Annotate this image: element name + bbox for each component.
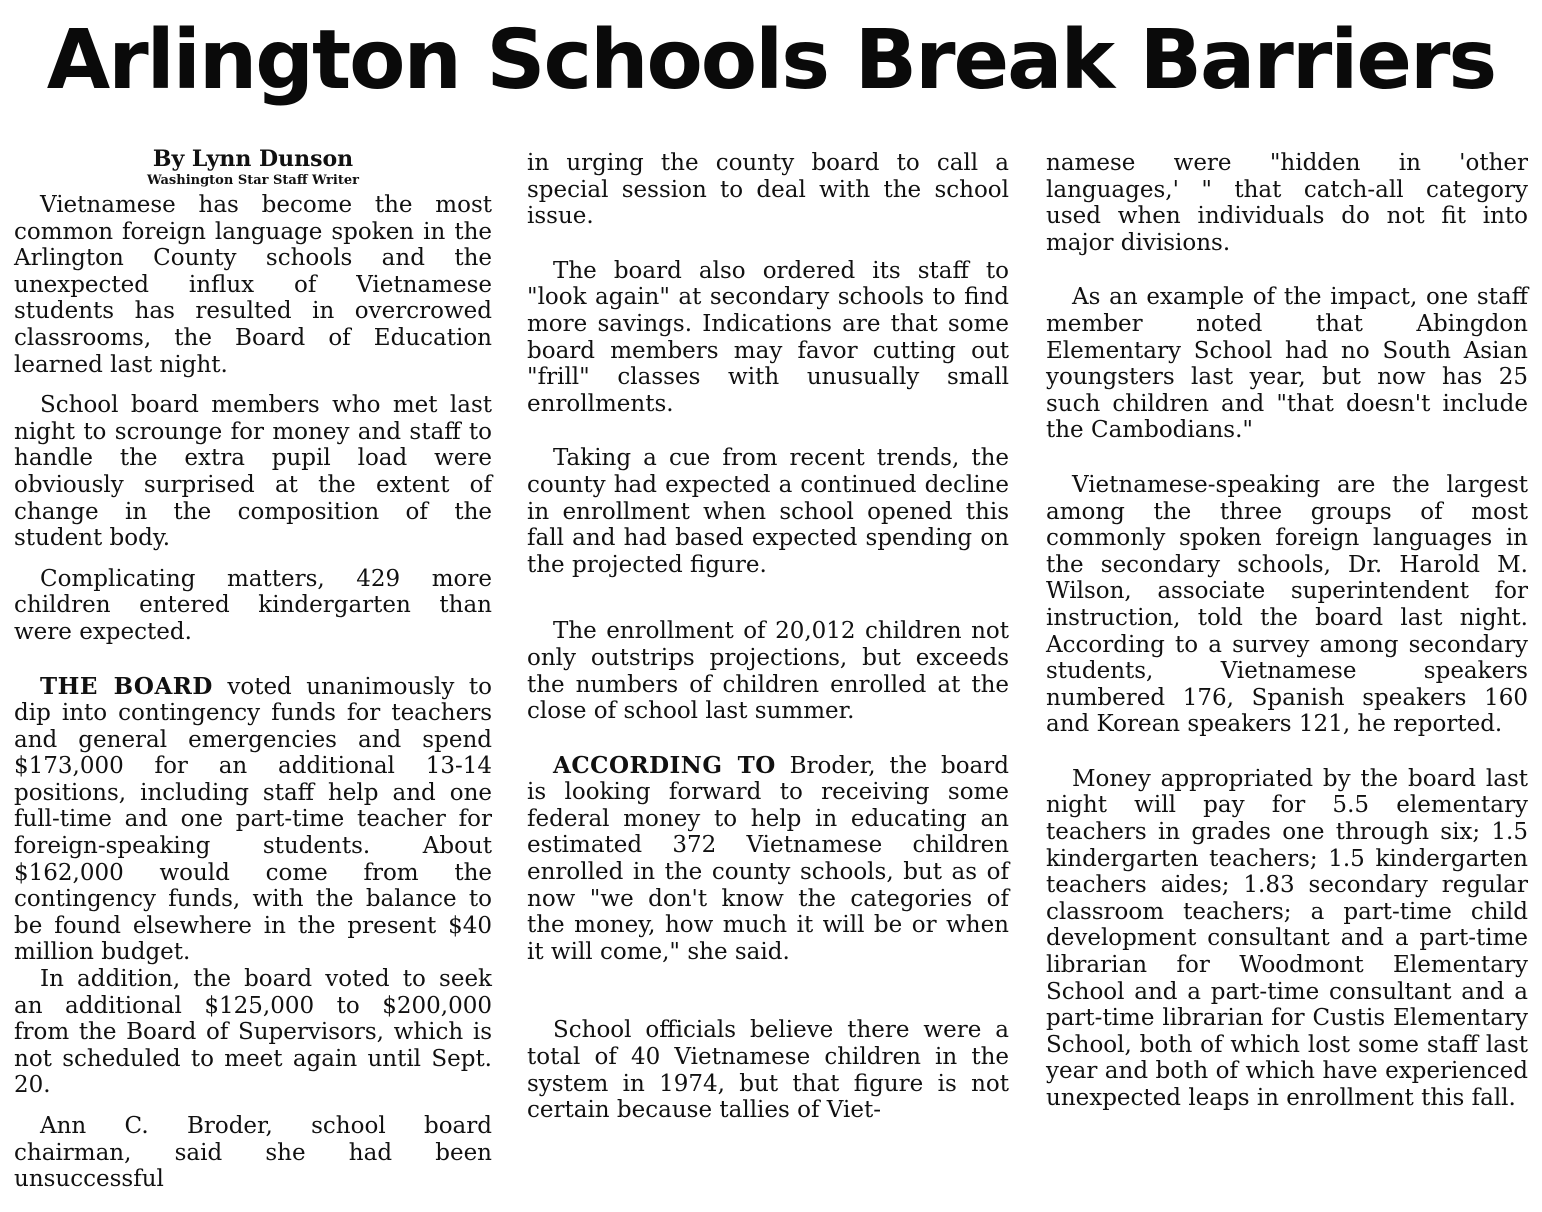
paragraph-lead: THE BOARD [40,672,213,700]
paragraph: As an example of the impact, one staff member noted that Abingdon Elementary School had no South Asian youngsters last year, but now has 25 such children and "that doesn't include the Cambodians." [1046,284,1528,444]
paragraph: Complicating matters, 429 more children entered kindergarten than were expected. [14,565,492,645]
paragraph-lead: ACCORDING TO [553,751,776,779]
paragraph: THE BOARD voted unanimously to dip into contingency funds for teachers and general emergencies and spend $173,000 for an additional 13-14 positions, including staff help and one full-time and one part-time teacher for foreign-speaking students. About $162,000 would come from the contingency funds, with the balance to be found elsewhere in the present $40 million budget. [14,672,492,966]
paragraph: Vietnamese-speaking are the largest among the three groups of most commonly spoken foreign languages in the secondary schools, Dr. Harold M. Wilson, associate superintendent for instruction, told the board last night. According to a survey among secondary students, Vietnamese speakers numbered 176, Spanish speakers 160 and Korean speakers 121, he reported. [1046,471,1528,738]
paragraph: Money appropriated by the board last night will pay for 5.5 elementary teachers in grades one through six; 1.5 kindergarten teachers; 1.5 kindergarten teachers aides; 1.83 secondary regular classroom teachers; a part-time child development consultant and a part-time librarian for Woodmont Elementary School and a part-time consultant and a part-time librarian for Custis Elementary School, both of which lost some staff last year and both of which have experienced unexpected leaps in enrollment this fall. [1046,765,1528,1111]
paragraph: Ann C. Broder, school board chairman, said she had been unsuccessful [14,1113,492,1193]
article-column-3 [1046,150,1528,1112]
paragraph: School board members who met last night to scrounge for money and staff to handle the extra pupil load were obviously surprised at the extent of change in the composition of the student body. [14,392,492,552]
paragraph: The board also ordered its staff to "look again" at secondary schools to find more savings. Indications are that some board members may favor cutting out "frill" classes with unusually small enrollments. [527,257,1009,417]
paragraph: Vietnamese has become the most common foreign language spoken in the Arlington County schools and the unexpected influx of Vietnamese students has resulted in overcrowed classrooms, the Board of Education learned last night. [14,192,492,378]
paragraph: ACCORDING TO Broder, the board is looking forward to receiving some federal money to help in educating an estimated 372 Vietnamese children enrolled in the county schools, but as of now "we don't know the categories of the money, how much it will be or when it will come," she said. [527,751,1009,965]
byline-credit: Washington Star Staff Writer [147,173,359,188]
article-column-1 [14,146,492,1193]
paragraph: School officials believe there were a total of 40 Vietnamese children in the system in 1974, but that figure is not certain because tallies of Viet- [527,1017,1009,1124]
paragraph: In addition, the board voted to seek an additional $125,000 to $200,000 from the Board of Supervisors, which is not scheduled to meet again until Sept. 20. [14,966,492,1099]
byline: By Lynn Dunson [152,146,354,172]
paragraph: The enrollment of 20,012 children not only outstrips projections, but exceeds the numbers of children enrolled at the close of school last summer. [527,618,1009,725]
paragraph: namese were "hidden in 'other languages,' " that catch-all category used when individuals do not fit into major divisions. [1046,150,1528,256]
paragraph: Taking a cue from recent trends, the county had expected a continued decline in enrollment when school opened this fall and had based expected spending on the projected figure. [527,445,1009,578]
article-column-2 [527,150,1009,1124]
headline: Arlington Schools Break Barriers [46,13,1496,108]
paragraph: in urging the county board to call a special session to deal with the school issue. [527,150,1009,230]
